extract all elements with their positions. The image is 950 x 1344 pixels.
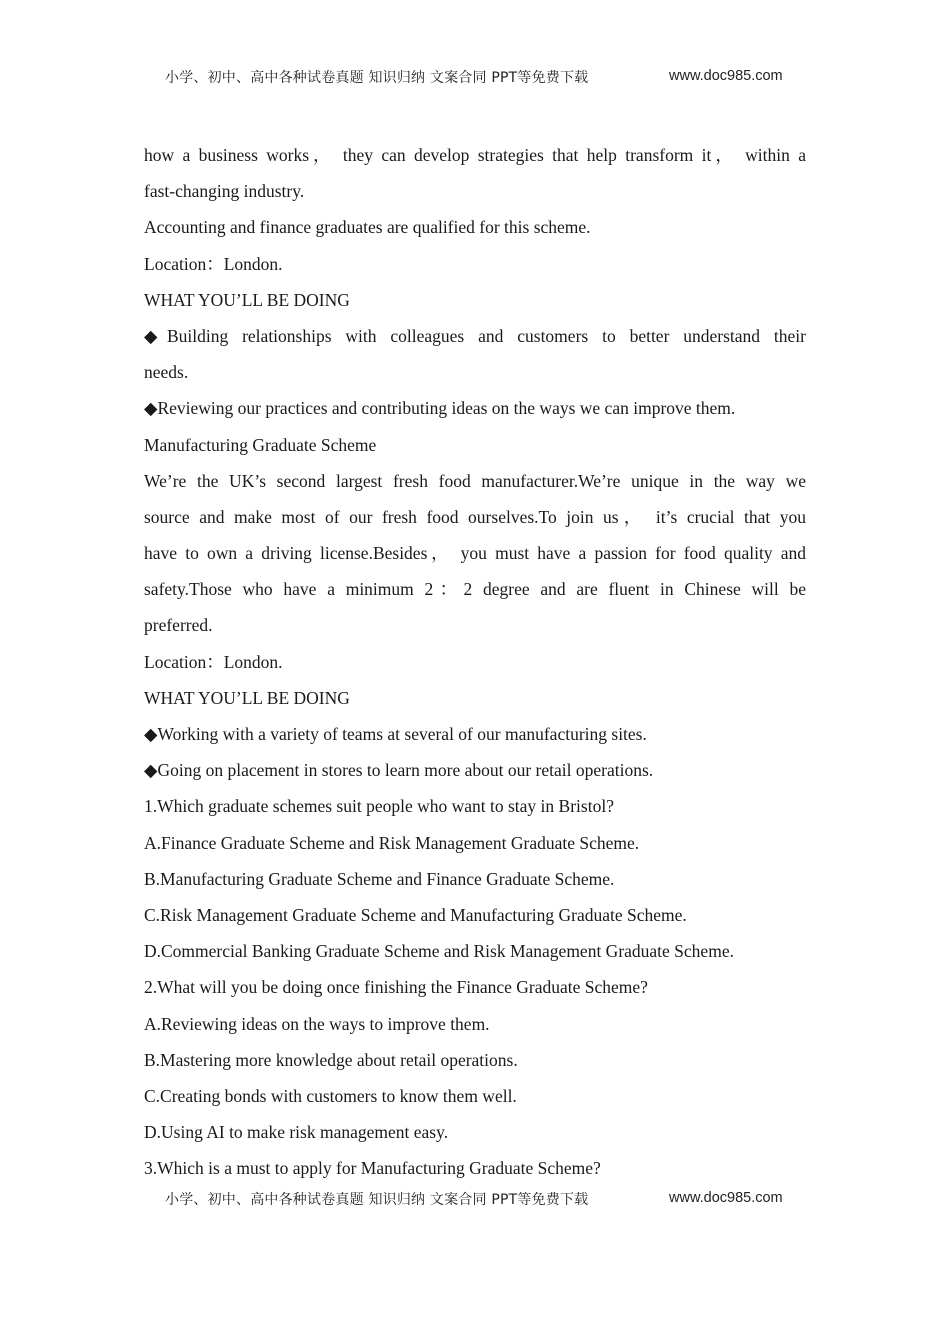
section-heading: WHAT YOU’LL BE DOING: [144, 687, 350, 708]
answer-option: A.Reviewing ideas on the ways to improve them.: [144, 1013, 490, 1034]
answer-option: D.Using AI to make risk management easy.: [144, 1122, 449, 1143]
page-footer: [0, 1189, 950, 1213]
location-line: Location：London.: [144, 253, 283, 274]
location-line: Location：London.: [144, 651, 283, 672]
answer-option: C.Creating bonds with customers to know them well.: [144, 1085, 517, 1106]
answer-option: B.Manufacturing Graduate Scheme and Finance Graduate Scheme.: [144, 868, 615, 889]
text-line: Accounting and finance graduates are qualified for this scheme.: [144, 217, 591, 238]
text-line: how a business works， they can develop strategies that help transform it， within a: [144, 145, 806, 165]
header-text: 小学、初中、高中各种试卷真题 知识归纳 文案合同 PPT等免费下载: [165, 70, 589, 86]
header-url: www.doc985.com: [669, 68, 783, 84]
text-line: safety.Those who have a minimum 2：2 degree and are fluent in Chinese will be: [144, 579, 806, 600]
footer-url: www.doc985.com: [669, 1190, 783, 1206]
text-line: have to own a driving license.Besides， you must have a passion for food quality and: [144, 543, 806, 564]
question: 3.Which is a must to apply for Manufacturing Graduate Scheme?: [144, 1158, 601, 1179]
bullet-item: ◆Reviewing our practices and contributing ideas on the ways we can improve them.: [144, 398, 736, 419]
page-header: [0, 67, 950, 91]
question: 1.Which graduate schemes suit people who want to stay in Bristol?: [144, 796, 614, 817]
text-line: fast-changing industry.: [144, 181, 305, 202]
footer-text: 小学、初中、高中各种试卷真题 知识归纳 文案合同 PPT等免费下载: [165, 1192, 589, 1208]
text-line: preferred.: [144, 615, 213, 636]
text-line: needs.: [144, 362, 189, 383]
bullet-item: ◆Building relationships with colleagues and customers to better understand their: [144, 325, 806, 346]
bullet-item: ◆Going on placement in stores to learn more about our retail operations.: [144, 760, 654, 781]
answer-option: B.Mastering more knowledge about retail operations.: [144, 1049, 518, 1070]
question: 2.What will you be doing once finishing the Finance Graduate Scheme?: [144, 977, 648, 998]
document-body: [144, 137, 806, 1186]
answer-option: A.Finance Graduate Scheme and Risk Management Graduate Scheme.: [144, 832, 640, 853]
text-line: We’re the UK’s second largest fresh food manufacturer.We’re unique in the way we: [144, 470, 806, 491]
answer-option: D.Commercial Banking Graduate Scheme and Risk Management Graduate Scheme.: [144, 941, 734, 962]
answer-option: C.Risk Management Graduate Scheme and Manufacturing Graduate Scheme.: [144, 904, 687, 925]
text-line: source and make most of our fresh food ourselves.To join us， it’s crucial that you: [144, 506, 806, 527]
section-heading: WHAT YOU’LL BE DOING: [144, 289, 350, 310]
scheme-title: Manufacturing Graduate Scheme: [144, 434, 377, 455]
bullet-item: ◆Working with a variety of teams at several of our manufacturing sites.: [144, 724, 647, 744]
